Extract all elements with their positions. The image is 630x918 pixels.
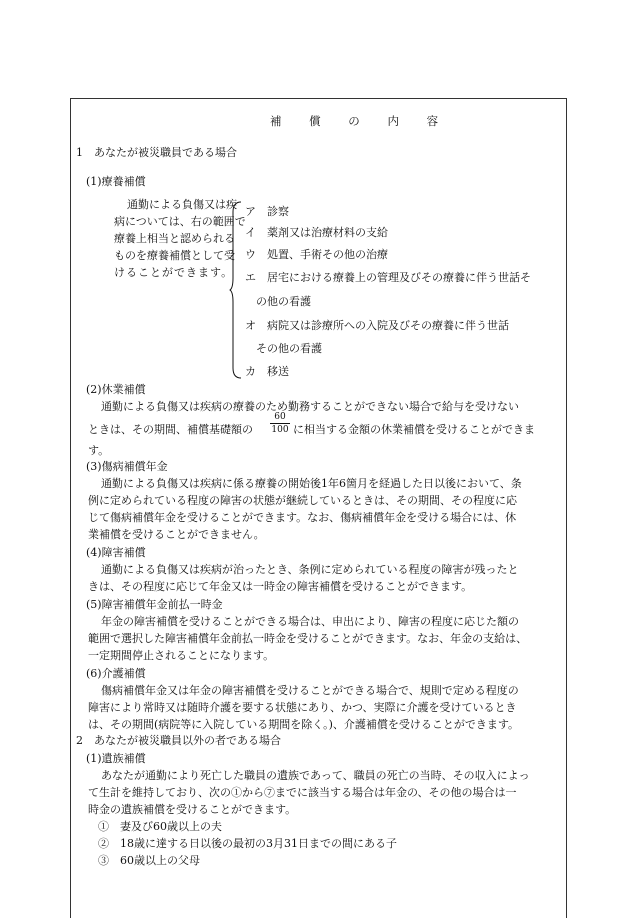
s1-5-line: 一定期間停止されることになります。 <box>88 649 275 662</box>
s1-1-item: エ 居宅における療養上の管理及びその療養に伴う世話そ <box>245 271 531 284</box>
s1-1-left-line: けることができます。 <box>114 266 234 279</box>
s1-1-item: の他の看護 <box>245 295 311 308</box>
fraction-denominator: 100 <box>271 425 289 435</box>
s1-4-heading: (4)障害補償 <box>86 546 146 559</box>
s2-1-item: ① 妻及び60歳以上の夫 <box>98 820 222 833</box>
s1-1-item: その他の看護 <box>245 342 322 355</box>
s1-1-left-line: ものを療養補償として受 <box>114 249 235 262</box>
s1-2-heading: (2)休業補償 <box>86 383 146 396</box>
s1-3-line: 業補償を受けることができません。 <box>88 528 265 541</box>
brace-icon <box>229 200 243 380</box>
s1-1-item: ウ 処置、手術その他の治療 <box>245 248 388 261</box>
s1-5-heading: (5)障害補償年金前払一時金 <box>86 598 223 611</box>
s2-1-line: て生計を維持しており、次の①から⑦までに該当する場合は年金の、その他の場合は一 <box>88 786 517 799</box>
s1-6-line: 障害により常時又は随時介護を要する状態にあり、かつ、実際に介護を受けているとき <box>88 701 517 714</box>
section-2-heading: 2 あなたが被災職員以外の者である場合 <box>76 734 281 747</box>
s1-3-line: じて傷病補償年金を受けることができます。なお、傷病補償年金を受ける場合には、休 <box>88 511 517 524</box>
s1-1-item: ア 診察 <box>245 205 289 218</box>
s1-5-line: 年金の障害補償を受けることができる場合は、申出により、障害の程度に応じた額の <box>101 615 519 628</box>
s1-4-line: きは、その程度に応じて年金又は一時金の障害補償を受けることができます。 <box>88 580 473 593</box>
s1-2-line: 通勤による負傷又は疾病の療養のため勤務することができない場合で給与を受けない <box>101 400 519 413</box>
fraction-numerator: 60 <box>274 412 286 422</box>
s2-1-item: ③ 60歳以上の父母 <box>98 854 200 867</box>
s1-6-line: は、その期間(病院等に入院している期間を除く。)、介護補償を受けることができます。 <box>88 718 519 731</box>
s1-3-line: 通勤による負傷又は疾病に係る療養の開始後1年6箇月を経過した日以後において、条 <box>101 477 522 490</box>
page-title: 補 償 の 内 容 <box>270 114 451 128</box>
s1-1-left-line: 通勤による負傷又は疾 <box>127 198 237 211</box>
s1-6-heading: (6)介護補償 <box>86 667 146 680</box>
s2-1-item: ② 18歳に達する日以後の最初の3月31日までの間にある子 <box>98 837 397 850</box>
section-1-heading: 1 あなたが被災職員である場合 <box>76 146 237 159</box>
s1-2-line: に相当する金額の休業補償を受けることができま <box>293 423 535 436</box>
s1-1-left-line: 療養上相当と認められる <box>114 232 235 245</box>
s1-1-left-line: 病については、右の範囲で <box>114 215 246 228</box>
s1-5-line: 範囲で選択した障害補償年金前払一時金を受けることができます。なお、年金の支給は、 <box>88 632 528 645</box>
s1-3-heading: (3)傷病補償年金 <box>86 460 168 473</box>
s1-2-line: ときは、その期間、補償基礎額の <box>88 423 253 436</box>
fraction <box>269 412 291 435</box>
s1-1-item: カ 移送 <box>245 365 289 378</box>
s1-1-item: オ 病院又は診療所への入院及びその療養に伴う世話 <box>245 319 509 332</box>
s1-1-heading: (1)療養補償 <box>86 175 146 188</box>
s2-1-line: あなたが通勤により死亡した職員の遺族であって、職員の死亡の当時、その収入によっ <box>101 769 530 782</box>
s1-4-line: 通勤による負傷又は疾病が治ったとき、条例に定められている程度の障害が残ったと <box>101 563 519 576</box>
s2-1-heading: (1)遺族補償 <box>86 752 146 765</box>
s1-2-line: す。 <box>88 444 110 457</box>
s1-3-line: 例に定められている程度の障害の状態が継続しているときは、その期間、その程度に応 <box>88 494 517 507</box>
s1-6-line: 傷病補償年金又は年金の障害補償を受けることができる場合で、規則で定める程度の <box>101 684 519 697</box>
s2-1-line: 時金の遺族補償を受けることができます。 <box>88 803 297 816</box>
s1-1-item: イ 薬剤又は治療材料の支給 <box>245 226 388 239</box>
